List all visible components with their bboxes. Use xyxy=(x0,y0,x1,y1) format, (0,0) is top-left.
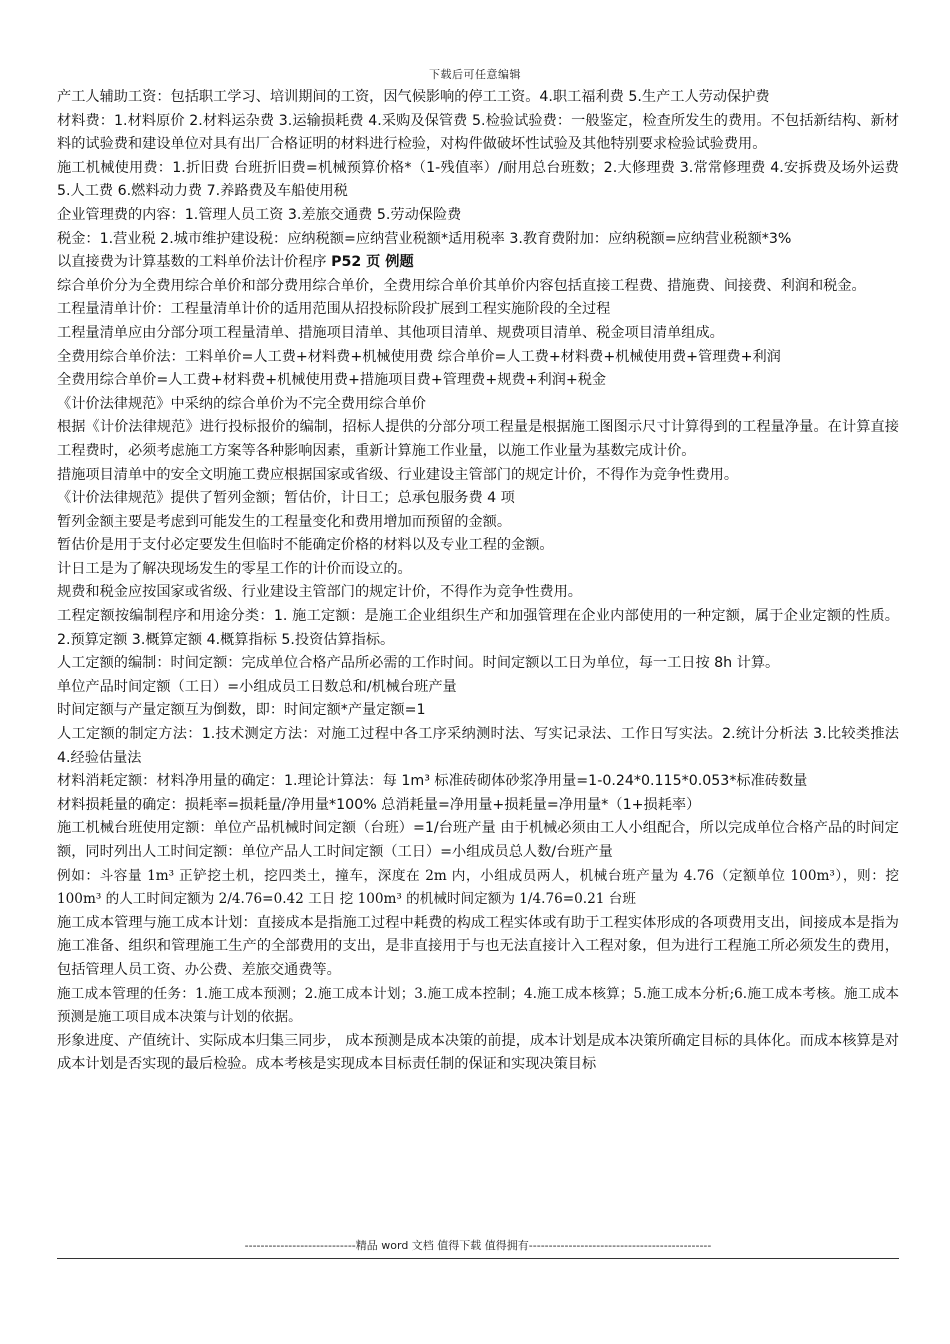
paragraph-example: 例如：斗容量 1m³ 正铲挖土机，挖四类土，撞车，深度在 2m 内，小组成员两人，机械台班产量为 4.76（定额单位 100m³），则：挖 100m³ 的人工时间定额为 2/4.76=0.42 工日 挖 100m³ 的机械时间定额为 1/4.76=0.21 台班 xyxy=(57,867,900,908)
footer-divider xyxy=(57,1258,899,1259)
paragraph: 施工机械使用费：1.折旧费 台班折旧费=机械预算价格*（1-残值率）/耐用总台班数；2.大修理费 3.常常修理费 4.安拆费及场外运费 5.人工费 6.燃料动力费 7.养路费及车船使用税 xyxy=(57,159,899,200)
paragraph: 暂列金额主要是考虑到可能发生的工程量变化和费用增加而预留的金额。 xyxy=(57,513,512,530)
paragraph: 材料损耗量的确定：损耗率=损耗量/净用量*100% 总消耗量=净用量+损耗量=净用量*（1+损耗率） xyxy=(57,796,701,813)
paragraph: 综合单价分为全费用综合单价和部分费用综合单价，全费用综合单价其单价内容包括直接工程费、措施费、间接费、利润和税金。 xyxy=(57,277,866,294)
paragraph-p52 xyxy=(57,251,899,275)
paragraph: 全费用综合单价法：工料单价=人工费+材料费+机械使用费 综合单价=人工费+材料费+机械使用费+管理费+利润 xyxy=(57,348,781,365)
p52-text: 以直接费为计算基数的工料单价法计价程序 xyxy=(57,254,332,271)
paragraph: 计日工是为了解决现场发生的零星工作的计价而设立的。 xyxy=(57,560,412,577)
paragraph: 工程量清单计价：工程量清单计价的适用范围从招投标阶段扩展到工程实施阶段的全过程 xyxy=(57,301,611,318)
paragraph: 全费用综合单价=人工费+材料费+机械使用费+措施项目费+管理费+规费+利润+税金 xyxy=(57,372,607,389)
paragraph: 产工人辅助工资：包括职工学习、培训期间的工资，因气候影响的停工工资。4.职工福利费 5.生产工人劳动保护费 xyxy=(57,89,770,105)
paragraph: 《计价法律规范》中采纳的综合单价为不完全费用综合单价 xyxy=(57,395,426,412)
paragraph: 单位产品时间定额（工日）=小组成员工日数总和/机械台班产量 xyxy=(57,678,457,695)
p52-example-link: P52 页 例题 xyxy=(331,254,414,271)
page-header: 下载后可任意编辑 xyxy=(429,68,521,81)
paragraph: 材料消耗定额：材料净用量的确定：1.理论计算法：每 1m³ 标准砖砌体砂浆净用量=1-0.24*0.115*0.053*标准砖数量 xyxy=(57,773,808,790)
paragraph: 《计价法律规范》提供了暂列金额；暂估价，计日工；总承包服务费 4 项 xyxy=(57,490,515,507)
paragraph: 税金：1.营业税 2.城市维护建设税：应纳税额=应纳营业税额*适用税率 3.教育费附加：应纳税额=应纳营业税额*3% xyxy=(57,230,792,247)
paragraph: 材料费：1.材料原价 2.材料运杂费 3.运输损耗费 4.采购及保管费 5.检验试验费：一般鉴定，检查所发生的费用。不包括新结构、新材料的试验费和建设单位对具有出厂合格证明的材料进行检验，对构件做破坏性试验及其他特别要求检验试验费用。 xyxy=(57,112,899,153)
paragraph: 施工成本管理与施工成本计划：直接成本是指施工过程中耗费的构成工程实体或有助于工程实体形成的各项费用支出，间接成本是指为施工准备、组织和管理施工生产的全部费用的支出，是非直接用于与也无法直接计入工程对象，但为进行工程施工所必须发生的费用，包括管理人员工资、办公费、差旅交通费等。 xyxy=(57,914,899,978)
paragraph: 施工机械台班使用定额：单位产品机械时间定额（台班）=1/台班产量 由于机械必须由工人小组配合，所以完成单位合格产品的时间定额，同时列出人工时间定额：单位产品人工时间定额（工日）=小组成员总人数/台班产量 xyxy=(57,820,899,860)
paragraph: 规费和税金应按国家或省级、行业建设主管部门的规定计价，不得作为竞争性费用。 xyxy=(57,584,582,601)
paragraph: 形象进度、产值统计、实际成本归集三同步， 成本预测是成本决策的前提，成本计划是成本决策所确定目标的具体化。而成本核算是对成本计划是否实现的最后检验。成本考核是实现成本目标责任制的保证和实现决策目标 xyxy=(57,1032,899,1073)
paragraph: 根据《计价法律规范》进行投标报价的编制，招标人提供的分部分项工程量是根据施工图图示尺寸计算得到的工程量净量。在计算直接工程费时，必须考虑施工方案等各种影响因素，重新计算施工作业量，以施工作业量为基数完成计价。 xyxy=(57,419,899,459)
paragraph: 工程定额按编制程序和用途分类：1. 施工定额：是施工企业组织生产和加强管理在企业内部使用的一种定额，属于企业定额的性质。 2.预算定额 3.概算定额 4.概算指标 5.投资估算指标。 xyxy=(57,608,899,648)
page-footer: ----------------------------精品 word 文档 值得下载 值得拥有---------------------------------------------- xyxy=(244,1239,712,1252)
paragraph: 施工成本管理的任务：1.施工成本预测；2.施工成本计划；3.施工成本控制；4.施工成本核算；5.施工成本分析;6.施工成本考核。施工成本预测是施工项目成本决策与计划的依据。 xyxy=(57,985,899,1026)
paragraph: 暂估价是用于支付必定要发生但临时不能确定价格的材料以及专业工程的金额。 xyxy=(57,537,554,554)
document-body xyxy=(57,86,899,1077)
paragraph: 企业管理费的内容：1.管理人员工资 3.差旅交通费 5.劳动保险费 xyxy=(57,206,462,223)
paragraph: 措施项目清单中的安全文明施工费应根据国家或省级、行业建设主管部门的规定计价，不得作为竞争性费用。 xyxy=(57,466,739,483)
paragraph: 人工定额的制定方法：1.技术测定方法：对施工过程中各工序采纳测时法、写实记录法、工作日写实法。2.统计分析法 3.比较类推法 4.经验估量法 xyxy=(57,726,899,766)
paragraph: 时间定额与产量定额互为倒数，即：时间定额*产量定额=1 xyxy=(57,702,426,719)
paragraph: 人工定额的编制：时间定额：完成单位合格产品所必需的工作时间。时间定额以工日为单位，每一工日按 8h 计算。 xyxy=(57,655,780,672)
paragraph: 工程量清单应由分部分项工程量清单、措施项目清单、其他项目清单、规费项目清单、税金项目清单组成。 xyxy=(57,324,724,341)
